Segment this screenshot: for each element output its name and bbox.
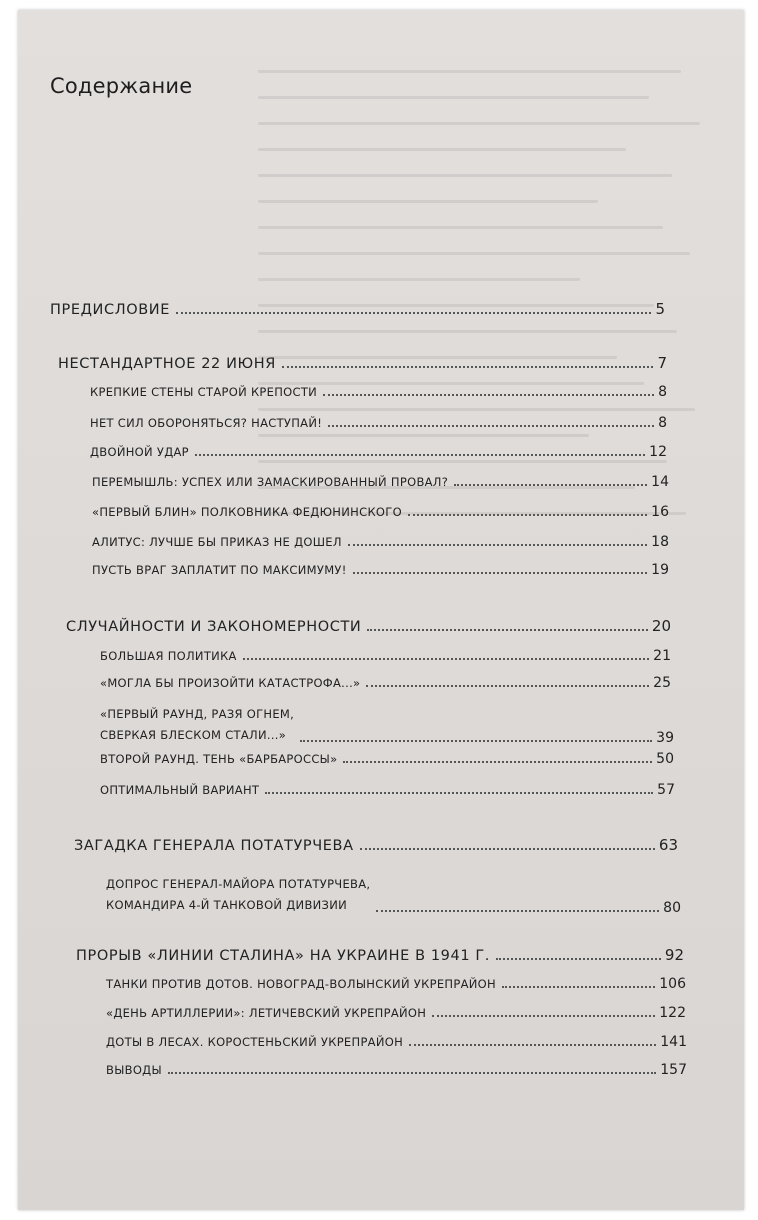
dot-leader <box>282 366 654 368</box>
toc-entry-section[interactable] <box>106 874 681 916</box>
toc-entry-label: «ПЕРВЫЙ РАУНД, РАЗЯ ОГНЕМ, СВЕРКАЯ БЛЕСКОМ СТАЛИ...» <box>100 707 295 742</box>
toc-entry-section[interactable] <box>100 704 674 746</box>
toc-page-number: 5 <box>655 300 665 318</box>
toc-page-number: 16 <box>651 504 669 520</box>
toc-entry-section[interactable] <box>100 751 674 767</box>
toc-entry-label: СЛУЧАЙНОСТИ И ЗАКОНОМЕРНОСТИ <box>66 619 362 635</box>
dot-leader <box>176 312 651 314</box>
dot-leader <box>323 394 654 396</box>
toc-entry-label: ПРЕДИСЛОВИЕ <box>50 302 170 318</box>
toc-entry-label: ЗАГАДКА ГЕНЕРАЛА ПОТАТУРЧЕВА <box>74 838 354 854</box>
dot-leader <box>353 572 648 574</box>
toc-page-number: 25 <box>653 675 671 691</box>
dot-leader <box>432 1015 655 1017</box>
dot-leader <box>409 1044 656 1046</box>
toc-entry-label: АЛИТУС: ЛУЧШЕ БЫ ПРИКАЗ НЕ ДОШЕЛ <box>92 535 342 549</box>
toc-entry-label: НЕСТАНДАРТНОЕ 22 ИЮНЯ <box>58 356 276 372</box>
toc-entry-label: НЕТ СИЛ ОБОРОНЯТЬСЯ? НАСТУПАЙ! <box>90 416 323 430</box>
toc-entry-section[interactable] <box>92 562 669 578</box>
toc-entry-chapter[interactable] <box>66 617 671 635</box>
dot-leader <box>376 910 659 912</box>
dot-leader <box>343 761 652 763</box>
toc-entry-label: ДВОЙНОЙ УДАР <box>90 445 189 459</box>
dot-leader <box>360 848 655 850</box>
dot-leader <box>502 986 655 988</box>
toc-entry-section[interactable] <box>92 534 669 550</box>
toc-page-number: 57 <box>657 782 675 798</box>
dot-leader <box>265 792 653 794</box>
toc-page-number: 19 <box>651 562 669 578</box>
toc-entry-label: ОПТИМАЛЬНЫЙ ВАРИАНТ <box>100 783 260 797</box>
dot-leader <box>454 484 647 486</box>
toc-page-number: 39 <box>656 730 674 746</box>
toc-entry-label: ТАНКИ ПРОТИВ ДОТОВ. НОВОГРАД-ВОЛЫНСКИЙ УКРЕПРАЙОН <box>106 977 496 991</box>
toc-entry-section[interactable] <box>106 1034 687 1050</box>
toc-entry-chapter[interactable] <box>58 354 667 372</box>
toc-entry-label: ПЕРЕМЫШЛЬ: УСПЕХ ИЛИ ЗАМАСКИРОВАННЫЙ ПРОВАЛ? <box>92 475 449 489</box>
toc-entry-chapter[interactable] <box>76 946 684 964</box>
toc-page-number: 8 <box>658 415 667 431</box>
dot-leader <box>243 658 649 660</box>
dot-leader <box>496 958 661 960</box>
toc-entry-label: ВЫВОДЫ <box>106 1063 162 1077</box>
toc-entry-section[interactable] <box>92 504 669 520</box>
toc-page-number: 8 <box>658 384 667 400</box>
toc-entry-chapter[interactable] <box>74 836 678 854</box>
toc-entry-section[interactable] <box>92 474 669 490</box>
toc-page-number: 92 <box>664 946 684 964</box>
toc-page-number: 20 <box>651 617 671 635</box>
dot-leader <box>366 685 649 687</box>
toc-entry-section[interactable] <box>106 976 686 992</box>
toc-entry-label: ДОПРОС ГЕНЕРАЛ-МАЙОРА ПОТАТУРЧЕВА, КОМАНДИРА 4-Й ТАНКОВОЙ ДИВИЗИИ <box>106 877 371 912</box>
dot-leader <box>348 544 647 546</box>
toc-entry-section[interactable] <box>106 1005 686 1021</box>
table-of-contents <box>18 10 744 1210</box>
toc-page-number: 50 <box>656 751 674 767</box>
dot-leader <box>367 629 648 631</box>
toc-entry-label: ВТОРОЙ РАУНД. ТЕНЬ «БАРБАРОССЫ» <box>100 752 338 766</box>
toc-entry-label: ПУСТЬ ВРАГ ЗАПЛАТИТ ПО МАКСИМУМУ! <box>92 563 347 577</box>
toc-page-number: 18 <box>651 534 669 550</box>
toc-page-number: 141 <box>660 1034 687 1050</box>
dot-leader <box>328 425 654 427</box>
toc-entry-section[interactable] <box>100 782 675 798</box>
dot-leader <box>168 1072 656 1074</box>
toc-page-number: 80 <box>663 900 681 916</box>
toc-page-number: 122 <box>659 1005 686 1021</box>
contents-title: Содержание <box>50 74 193 98</box>
dot-leader <box>300 740 652 742</box>
toc-page-number: 106 <box>659 976 686 992</box>
toc-entry-label: «МОГЛА БЫ ПРОИЗОЙТИ КАТАСТРОФА...» <box>100 676 361 690</box>
toc-entry-label: БОЛЬШАЯ ПОЛИТИКА <box>100 649 237 663</box>
dot-leader <box>195 454 645 456</box>
toc-entry-preface[interactable] <box>50 300 665 318</box>
toc-page-number: 21 <box>653 648 671 664</box>
book-page <box>18 10 744 1210</box>
toc-entry-section[interactable] <box>100 648 671 664</box>
toc-page-number: 7 <box>657 354 667 372</box>
toc-entry-section[interactable] <box>90 415 667 431</box>
toc-entry-label: «ДЕНЬ АРТИЛЛЕРИИ»: ЛЕТИЧЕВСКИЙ УКРЕПРАЙОН <box>106 1006 427 1020</box>
toc-page-number: 157 <box>660 1062 687 1078</box>
toc-entry-section[interactable] <box>106 1062 687 1078</box>
toc-page-number: 12 <box>649 444 667 460</box>
toc-entry-section[interactable] <box>90 444 667 460</box>
dot-leader <box>408 514 647 516</box>
toc-page-number: 14 <box>651 474 669 490</box>
toc-entry-section[interactable] <box>100 675 671 691</box>
toc-entry-label: ДОТЫ В ЛЕСАХ. КОРОСТЕНЬСКИЙ УКРЕПРАЙОН <box>106 1035 404 1049</box>
toc-entry-label: «ПЕРВЫЙ БЛИН» ПОЛКОВНИКА ФЕДЮНИНСКОГО <box>92 505 402 519</box>
toc-entry-section[interactable] <box>90 384 667 400</box>
toc-page-number: 63 <box>658 836 678 854</box>
toc-entry-label: КРЕПКИЕ СТЕНЫ СТАРОЙ КРЕПОСТИ <box>90 385 318 399</box>
toc-entry-label: ПРОРЫВ «ЛИНИИ СТАЛИНА» НА УКРАИНЕ В 1941 Г. <box>76 948 491 964</box>
